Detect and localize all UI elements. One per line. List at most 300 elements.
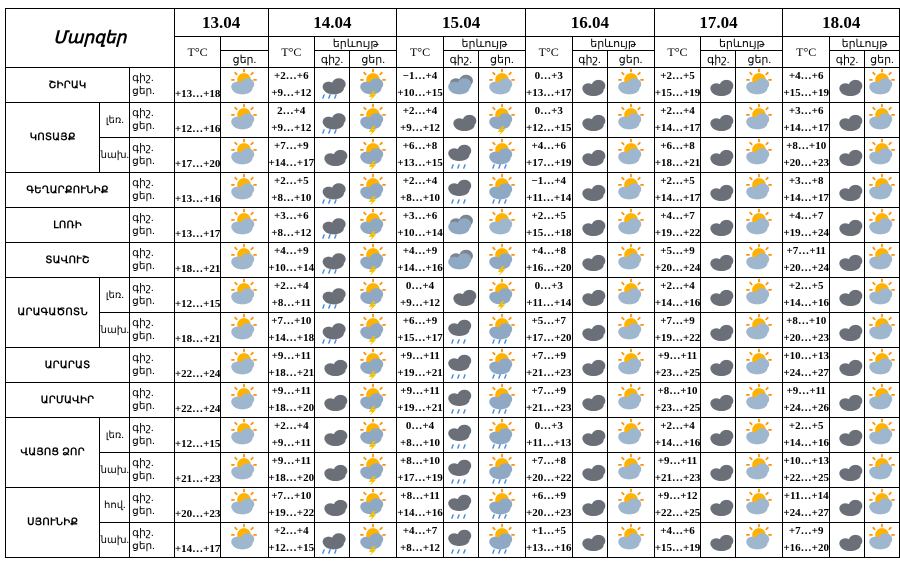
night-temp: −1…+4	[531, 175, 567, 187]
day-temp: +14…+18	[268, 332, 315, 344]
moon-cloud-icon	[830, 173, 864, 207]
night-temp: +5…+7	[531, 315, 567, 327]
date-17-04: 17.04	[654, 9, 783, 37]
temp-range	[268, 208, 315, 243]
weather-header-13	[221, 37, 268, 51]
temp-range	[268, 68, 315, 103]
sun-cloud-storm-icon	[356, 173, 390, 207]
day-temp: +20…+23	[783, 157, 829, 169]
temp-range	[397, 418, 444, 453]
sun-cloud-storm-icon	[485, 103, 519, 137]
sun-cloud-icon	[742, 103, 776, 137]
temp-13-day: +14…+17	[174, 523, 221, 558]
night-temp: 0…+3	[534, 280, 563, 292]
temp-range	[397, 243, 444, 278]
temp-range	[654, 138, 701, 173]
night-icon	[829, 523, 864, 558]
sun-cloud-storm-icon	[356, 313, 390, 347]
night-temp: +9…+11	[786, 385, 826, 397]
moon-cloud-icon	[701, 103, 735, 137]
night-temp: +4…+6	[531, 140, 567, 152]
temp-range	[268, 138, 315, 173]
sun-cloud-icon	[614, 138, 648, 172]
day-header-13: ցեր.	[221, 51, 268, 68]
moon-cloud-icon	[573, 313, 607, 347]
day-temp: +14…+17	[654, 192, 701, 204]
day-label: ցեր.	[132, 541, 155, 552]
night-temp: +2…+4	[660, 420, 695, 432]
day-icon	[350, 348, 397, 383]
sun-cloud-icon	[742, 488, 776, 522]
sun-cloud-storm-icon	[356, 453, 390, 487]
day-header: ցեր.	[607, 51, 654, 68]
sun-cloud-icon	[614, 348, 648, 382]
day-temp: +8…+12	[271, 227, 312, 239]
temp-range	[654, 103, 701, 138]
night-temp: +3…+6	[788, 105, 824, 117]
night-temp: +7…+9	[531, 350, 567, 362]
sun-cloud-icon	[227, 208, 261, 242]
day-temp: +8…+10	[271, 192, 312, 204]
night-day-label	[130, 243, 175, 278]
sun-cloud-icon	[614, 243, 648, 277]
night-temp: +6…+8	[660, 140, 695, 152]
temp-range	[397, 383, 444, 418]
moon-cloud-icon	[573, 243, 607, 277]
night-icon	[315, 103, 350, 138]
night-icon	[572, 208, 607, 243]
day-temp: +11…+14	[526, 297, 572, 309]
sun-cloud-icon	[614, 418, 648, 452]
temp-range	[783, 313, 830, 348]
temp-range	[525, 278, 572, 313]
day-temp: +15…+18	[525, 227, 572, 239]
sun-cloud-rain-icon	[485, 138, 519, 172]
day-icon	[350, 453, 397, 488]
sun-cloud-icon	[865, 68, 899, 102]
moon-cloud-icon	[315, 418, 349, 452]
temp-range	[525, 103, 572, 138]
night-icon	[443, 453, 478, 488]
night-label: գիշ.	[132, 178, 154, 189]
day-temp: +9…+12	[271, 122, 312, 134]
day-temp: +19…+22	[268, 507, 315, 519]
night-icon	[572, 313, 607, 348]
night-temp: +6…+9	[531, 490, 567, 502]
night-icon	[572, 348, 607, 383]
sun-cloud-rain-icon	[485, 348, 519, 382]
moon-cloud-icon	[444, 103, 478, 137]
night-label: գիշ.	[132, 493, 154, 504]
day-icon	[865, 348, 900, 383]
moon-cloud-icon	[830, 453, 864, 487]
day-temp: +14…+16	[783, 297, 829, 309]
night-icon	[315, 383, 350, 418]
day-temp: +9…+12	[400, 122, 441, 134]
moon-cloud-icon	[315, 348, 349, 382]
moon-cloud-icon	[701, 453, 735, 487]
sun-cloud-storm-icon	[356, 243, 390, 277]
moon-cloud-icon	[830, 138, 864, 172]
temp-range	[783, 103, 830, 138]
moon-cloud-icon	[830, 68, 864, 102]
night-temp: +4…+6	[788, 70, 824, 82]
icon-13-day	[221, 383, 268, 418]
day-label: ցեր.	[132, 436, 155, 447]
sun-cloud-icon	[742, 348, 776, 382]
table-row	[6, 173, 900, 208]
sun-cloud-icon	[485, 68, 519, 102]
region-name: ՏԱՎՈՒՇ	[6, 243, 130, 278]
day-icon	[865, 488, 900, 523]
temp-range	[268, 173, 315, 208]
temp-range	[268, 453, 315, 488]
day-temp: +23…+25	[654, 402, 701, 414]
sun-cloud-icon	[227, 173, 261, 207]
moon-cloud-icon	[830, 348, 864, 382]
night-label: գիշ.	[132, 458, 154, 469]
night-icon	[315, 68, 350, 103]
cloud-rain-icon	[444, 523, 478, 557]
icon-13-day	[221, 348, 268, 383]
sun-cloud-icon	[614, 488, 648, 522]
night-icon	[829, 278, 864, 313]
night-temp: +9…+11	[657, 455, 698, 467]
moon-cloud-rain-icon	[315, 208, 349, 242]
day-icon	[350, 488, 397, 523]
day-temp: +24…+27	[783, 507, 829, 519]
night-temp: 0…+4	[405, 420, 435, 432]
table-row	[6, 348, 900, 383]
temp-range	[268, 418, 315, 453]
table-row	[6, 453, 900, 488]
sun-cloud-icon	[614, 208, 648, 242]
temp-range	[783, 173, 830, 208]
night-temp: +2…+4	[660, 280, 695, 292]
day-icon	[865, 138, 900, 173]
night-icon	[572, 523, 607, 558]
icon-13-day	[221, 488, 268, 523]
day-icon	[736, 173, 783, 208]
date-16-04: 16.04	[525, 9, 654, 37]
sun-cloud-icon	[227, 348, 261, 382]
moon-cloud-icon	[315, 453, 349, 487]
night-temp: +2…+4	[274, 420, 309, 432]
temp-range	[525, 313, 572, 348]
sun-cloud-storm-icon	[356, 68, 390, 102]
night-icon	[829, 488, 864, 523]
day-icon	[478, 243, 525, 278]
cloud-dark-icon	[444, 68, 478, 102]
night-icon	[572, 383, 607, 418]
moon-cloud-icon	[315, 383, 349, 417]
night-header: գիշ.	[315, 51, 350, 68]
sun-cloud-icon	[742, 313, 776, 347]
day-icon	[736, 103, 783, 138]
day-temp: +14…+16	[783, 437, 829, 449]
day-temp: +10…+14	[397, 227, 443, 239]
day-header: ցեր.	[478, 51, 525, 68]
day-icon	[478, 278, 525, 313]
night-icon	[315, 278, 350, 313]
sun-cloud-icon	[227, 103, 261, 137]
day-icon	[607, 173, 654, 208]
sun-cloud-rain-icon	[485, 523, 519, 557]
night-temp: +2…+4	[402, 105, 438, 117]
day-temp: +14…+17	[783, 192, 829, 204]
night-icon	[572, 488, 607, 523]
temp-range	[654, 348, 701, 383]
day-temp: +20…+24	[654, 262, 701, 274]
temp-range	[525, 488, 572, 523]
temp-range	[654, 278, 701, 313]
temp-range	[654, 313, 701, 348]
moon-cloud-icon	[573, 348, 607, 382]
weather-header: երևույթ	[701, 37, 783, 51]
night-icon	[829, 348, 864, 383]
night-label: գիշ.	[132, 528, 154, 539]
night-temp: +2…+5	[660, 70, 695, 82]
region-name: ԿՈՏԱՅՔ	[6, 103, 100, 173]
icon-13-day	[221, 208, 268, 243]
night-temp: +2…+4	[274, 525, 309, 537]
day-temp: +15…+17	[397, 332, 443, 344]
sun-cloud-storm-icon	[485, 243, 519, 277]
night-temp: +7…+9	[274, 140, 309, 152]
day-temp: +10…+15	[397, 87, 443, 99]
day-icon	[607, 453, 654, 488]
night-temp: +8…+11	[400, 490, 440, 502]
table-row	[6, 523, 900, 558]
night-temp: +9…+11	[271, 385, 312, 397]
day-temp: +23…+25	[654, 367, 701, 379]
region-name: ՇԻՐԱԿ	[6, 68, 130, 103]
sun-cloud-icon	[614, 173, 648, 207]
night-icon	[315, 208, 350, 243]
day-temp: +18…+21	[268, 367, 315, 379]
day-temp: +22…+25	[783, 472, 829, 484]
day-label: ցեր.	[132, 401, 155, 412]
temp-range	[654, 243, 701, 278]
sun-cloud-icon	[227, 278, 261, 312]
day-icon	[736, 278, 783, 313]
cloud-rain-icon	[444, 348, 478, 382]
sun-cloud-icon	[865, 243, 899, 277]
day-icon	[607, 138, 654, 173]
icon-13-day	[221, 453, 268, 488]
day-temp: +19…+24	[783, 227, 829, 239]
day-icon	[736, 348, 783, 383]
night-temp: +7…+9	[531, 385, 567, 397]
day-icon	[607, 383, 654, 418]
night-day-label	[130, 418, 175, 453]
night-label: գիշ.	[132, 423, 154, 434]
temp-range	[397, 278, 444, 313]
temp-range	[525, 208, 572, 243]
night-day-label	[130, 313, 175, 348]
night-icon	[701, 348, 736, 383]
moon-cloud-icon	[701, 418, 735, 452]
day-temp: +21…+23	[654, 472, 701, 484]
day-label: ցեր.	[132, 366, 155, 377]
region-name: ՍՅՈՒՆԻՔ	[6, 488, 100, 558]
day-temp: +17…+19	[525, 157, 572, 169]
temp-range	[783, 138, 830, 173]
moon-cloud-icon	[315, 138, 349, 172]
night-temp: +10…+13	[783, 455, 829, 467]
day-temp: +22…+25	[654, 507, 701, 519]
sun-cloud-icon	[742, 243, 776, 277]
sun-cloud-storm-icon	[356, 523, 390, 557]
night-icon	[829, 208, 864, 243]
day-temp: +13…+15	[397, 157, 443, 169]
day-icon	[350, 103, 397, 138]
night-temp: +4…+7	[402, 525, 438, 537]
day-icon	[350, 418, 397, 453]
night-label: գիշ.	[132, 143, 154, 154]
day-icon	[607, 488, 654, 523]
night-temp: +2…+6	[274, 70, 309, 82]
night-icon	[701, 208, 736, 243]
night-temp: +2…+4	[274, 280, 309, 292]
temp-range	[268, 348, 315, 383]
sun-cloud-icon	[227, 523, 261, 557]
temp-range	[397, 348, 444, 383]
temp-range	[268, 523, 315, 558]
sun-cloud-icon	[742, 418, 776, 452]
sun-cloud-icon	[865, 383, 899, 417]
day-icon	[478, 418, 525, 453]
day-icon	[607, 278, 654, 313]
moon-cloud-rain-icon	[315, 68, 349, 102]
moon-cloud-icon	[444, 278, 478, 312]
cloud-dark-icon	[444, 208, 478, 242]
moon-cloud-icon	[573, 488, 607, 522]
table-row	[6, 68, 900, 103]
region-name: ԱՐՄԱՎԻՐ	[6, 383, 130, 418]
sun-cloud-icon	[865, 523, 899, 557]
night-icon	[572, 103, 607, 138]
sun-cloud-icon	[865, 173, 899, 207]
subregion-name: նախ.	[100, 138, 130, 173]
day-temp: +19…+22	[654, 227, 701, 239]
cloud-rain-icon	[444, 453, 478, 487]
night-temp: +6…+8	[402, 140, 438, 152]
night-icon	[829, 138, 864, 173]
tc-header-13: T°C	[174, 37, 221, 68]
night-icon	[315, 138, 350, 173]
table-row	[6, 278, 900, 313]
subregion-name: նախ.	[100, 313, 130, 348]
day-icon	[607, 68, 654, 103]
night-temp: +3…+6	[274, 210, 309, 222]
temp-range	[783, 453, 830, 488]
day-temp: +9…+12	[271, 87, 312, 99]
night-icon	[443, 138, 478, 173]
day-icon	[607, 348, 654, 383]
moon-cloud-icon	[573, 173, 607, 207]
icon-13-day	[221, 523, 268, 558]
night-icon	[701, 523, 736, 558]
day-temp: +10…+14	[268, 262, 315, 274]
sun-cloud-rain-icon	[485, 418, 519, 452]
temp-range	[397, 313, 444, 348]
day-icon	[736, 208, 783, 243]
temp-range	[783, 418, 830, 453]
day-temp: +15…+19	[783, 87, 829, 99]
temp-range	[654, 68, 701, 103]
moon-cloud-icon	[830, 278, 864, 312]
day-icon	[478, 103, 525, 138]
temp-range	[654, 488, 701, 523]
night-icon	[701, 453, 736, 488]
sun-cloud-rain-icon	[485, 453, 519, 487]
sun-cloud-icon	[865, 488, 899, 522]
table-row	[6, 488, 900, 523]
temp-range	[654, 383, 701, 418]
night-icon	[829, 418, 864, 453]
night-icon	[315, 418, 350, 453]
temp-range	[397, 68, 444, 103]
night-temp: +7…+9	[660, 315, 695, 327]
temp-range	[783, 208, 830, 243]
day-temp: +12…+15	[525, 122, 572, 134]
day-temp: +16…+20	[783, 542, 829, 554]
day-icon	[350, 278, 397, 313]
date-14-04: 14.04	[268, 9, 397, 37]
day-icon	[607, 243, 654, 278]
night-icon	[572, 173, 607, 208]
moon-cloud-icon	[701, 313, 735, 347]
moon-cloud-icon	[573, 523, 607, 557]
sun-cloud-icon	[742, 173, 776, 207]
day-icon	[865, 383, 900, 418]
night-icon	[701, 173, 736, 208]
temp-13-day: +17…+20	[174, 138, 221, 173]
night-label: գիշ.	[132, 73, 154, 84]
region-name: ԳԵՂԱՐՔՈՒՆԻՔ	[6, 173, 130, 208]
night-temp: +4…+9	[274, 245, 309, 257]
sun-cloud-rain-icon	[485, 383, 519, 417]
date-13-04: 13.04	[174, 9, 268, 37]
day-icon	[607, 313, 654, 348]
night-temp: +3…+6	[402, 210, 438, 222]
sun-cloud-icon	[614, 453, 648, 487]
day-label: ցեր.	[132, 261, 155, 272]
night-icon	[443, 173, 478, 208]
night-icon	[701, 68, 736, 103]
day-icon	[865, 418, 900, 453]
temp-range	[525, 418, 572, 453]
day-icon	[865, 208, 900, 243]
temp-range	[783, 488, 830, 523]
temp-range	[268, 313, 315, 348]
day-temp: +8…+12	[400, 542, 441, 554]
temp-range	[783, 348, 830, 383]
night-temp: +2…+5	[660, 175, 695, 187]
night-icon	[572, 278, 607, 313]
temp-range	[654, 523, 701, 558]
sun-cloud-icon	[865, 313, 899, 347]
moon-cloud-rain-icon	[315, 103, 349, 137]
night-icon	[572, 68, 607, 103]
date-15-04: 15.04	[397, 9, 526, 37]
night-header: գիշ.	[701, 51, 736, 68]
day-label: ցեր.	[132, 471, 155, 482]
table-row	[6, 243, 900, 278]
day-temp: +20…+23	[783, 332, 829, 344]
day-temp: +24…+27	[783, 367, 829, 379]
